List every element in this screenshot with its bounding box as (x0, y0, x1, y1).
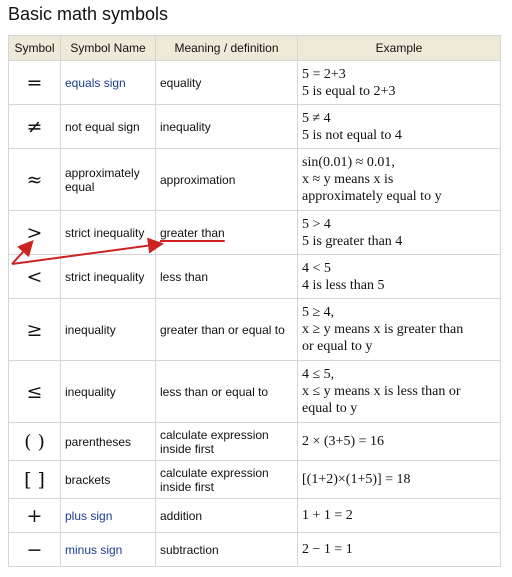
header-symbol: Symbol (9, 36, 61, 61)
meaning-cell: subtraction (156, 533, 298, 567)
symbol-name-cell: inequality (61, 361, 156, 423)
table-row (9, 211, 501, 255)
symbol-name-cell (61, 533, 156, 567)
table-row (9, 499, 501, 533)
example-cell: 5 > 4 5 is greater than 4 (298, 211, 501, 255)
symbol-name-link[interactable]: equals sign (65, 75, 126, 90)
symbol-name-cell: strict inequality (61, 211, 156, 255)
symbol-name-cell: parentheses (61, 423, 156, 461)
math-symbols-table (8, 35, 501, 567)
symbol-cell: ≤ (9, 361, 61, 423)
example-cell: sin(0.01) ≈ 0.01, x ≈ y means x is approximately equal to y (298, 149, 501, 211)
symbol-name-link[interactable]: minus sign (65, 542, 123, 557)
header-example: Example (298, 36, 501, 61)
header-meaning: Meaning / definition (156, 36, 298, 61)
symbol-name-cell: not equal sign (61, 105, 156, 149)
meaning-cell: calculate expression inside first (156, 423, 298, 461)
meaning-cell: calculate expression inside first (156, 461, 298, 499)
meaning-cell: greater than or equal to (156, 299, 298, 361)
symbol-name-cell: strict inequality (61, 255, 156, 299)
table-row (9, 361, 501, 423)
highlighted-meaning: greater than (160, 225, 225, 240)
symbol-cell: ≥ (9, 299, 61, 361)
table-row (9, 533, 501, 567)
example-cell: 2 − 1 = 1 (298, 533, 501, 567)
symbol-name-cell: inequality (61, 299, 156, 361)
symbol-cell: = (9, 61, 61, 105)
meaning-cell: approximation (156, 149, 298, 211)
symbol-name-cell (61, 499, 156, 533)
symbol-name-cell: brackets (61, 461, 156, 499)
meaning-cell (156, 211, 298, 255)
example-cell: 4 < 5 4 is less than 5 (298, 255, 501, 299)
meaning-cell: equality (156, 61, 298, 105)
table-row (9, 105, 501, 149)
example-cell: 5 = 2+3 5 is equal to 2+3 (298, 61, 501, 105)
symbol-cell: < (9, 255, 61, 299)
symbol-name-link[interactable]: plus sign (65, 508, 113, 523)
meaning-cell: less than or equal to (156, 361, 298, 423)
table-row (9, 255, 501, 299)
symbol-name-cell (61, 61, 156, 105)
symbol-cell: ≠ (9, 105, 61, 149)
example-cell: 5 ≠ 4 5 is not equal to 4 (298, 105, 501, 149)
symbol-cell: > (9, 211, 61, 255)
example-cell: 1 + 1 = 2 (298, 499, 501, 533)
meaning-cell: inequality (156, 105, 298, 149)
symbol-cell: ( ) (9, 423, 61, 461)
symbol-cell: + (9, 499, 61, 533)
symbol-cell: [ ] (9, 461, 61, 499)
example-cell: 2 × (3+5) = 16 (298, 423, 501, 461)
meaning-cell: less than (156, 255, 298, 299)
example-cell: 5 ≥ 4, x ≥ y means x is greater than or equal to y (298, 299, 501, 361)
table-row (9, 423, 501, 461)
page-title: Basic math symbols (8, 4, 169, 24)
example-cell: [(1+2)×(1+5)] = 18 (298, 461, 501, 499)
table-row (9, 149, 501, 211)
example-cell: 4 ≤ 5, x ≤ y means x is less than or equal to y (298, 361, 501, 423)
table-row (9, 61, 501, 105)
table-row (9, 299, 501, 361)
meaning-cell: addition (156, 499, 298, 533)
table-row (9, 461, 501, 499)
symbol-cell: ≈ (9, 149, 61, 211)
symbol-name-cell: approximately equal (61, 149, 156, 211)
header-symbol-name: Symbol Name (61, 36, 156, 61)
symbol-cell: − (9, 533, 61, 567)
table-header-row (9, 36, 501, 61)
